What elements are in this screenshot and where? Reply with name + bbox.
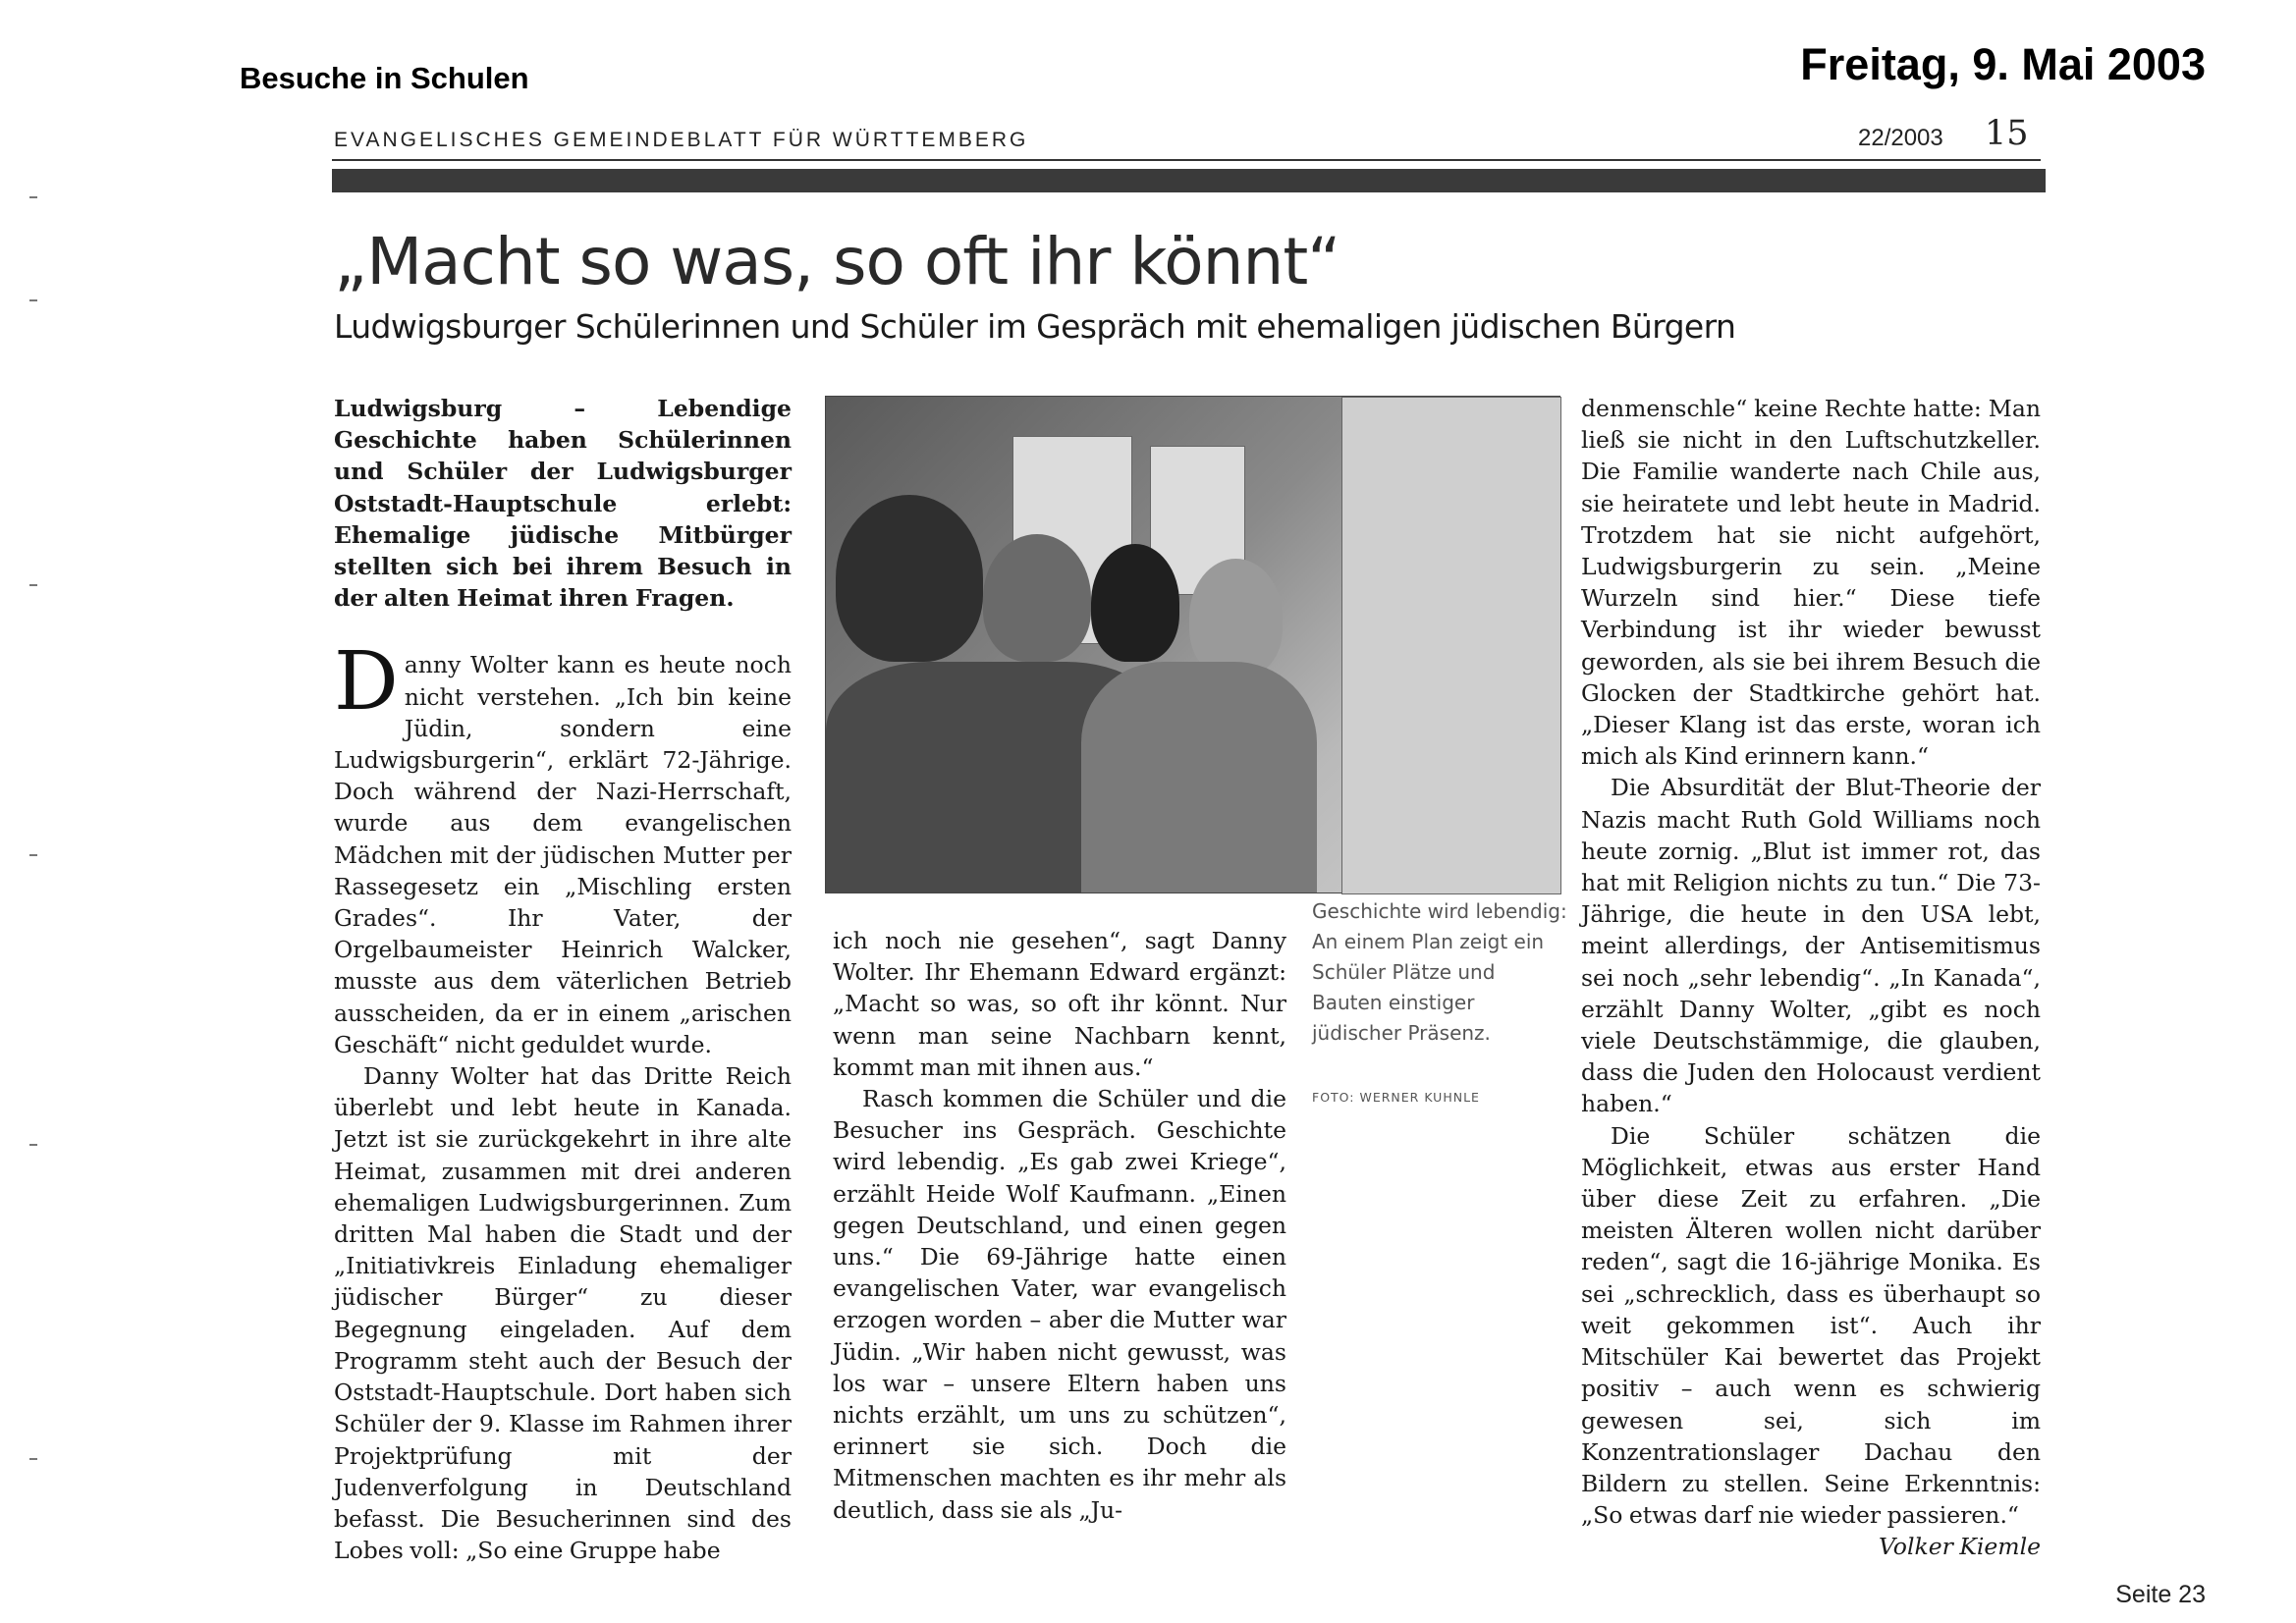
scan-margin-mark: [29, 584, 37, 586]
scan-margin-mark: [29, 854, 37, 856]
photo-credit: FOTO: WERNER KUHNLE: [1312, 1090, 1480, 1105]
photo-map-shape: [1341, 397, 1561, 894]
article-paragraph: Die Absurdität der Blut-Theorie der Nazis macht Ruth Gold Williams noch heute zornig. „Blut ist immer rot, das hat mit Religion nichts zu tun.“ Die 73-Jährige, die heute in den USA lebt, meint allerdings, der Antisemitismus sei noch „sehr lebendig“. „In Kanada“, erzählt Danny Wolter, „gibt es noch viele Deutschstämmige, die glauben, dass die Juden den Holocaust verdient haben.“: [1581, 774, 2041, 1118]
footer-page-label: Seite 23: [2115, 1581, 2206, 1608]
article-paragraph: [1581, 1120, 2041, 1561]
article-paragraph: Rasch kommen die Schüler und die Besucher ins Gespräch. Geschichte wird lebendig. „Es gab zwei Kriege“, erzählt Heide Wolf Kaufmann. „Einen gegen Deutschland, und einen gegen uns.“ Die 69-Jährige hatte einen evangelischen Vater, war evangelisch erzogen worden – aber die Mutter war Jüdin. „Wir haben nicht gewusst, was los war – unsere Eltern haben uns nichts erzählt, um uns zu schützen“, erinnert sie sich. Doch die Mitmenschen machten es ihr mehr als deutlich, dass sie als „Ju-: [833, 1085, 1286, 1524]
photo-person-shape: [1189, 559, 1283, 676]
header-rule-thick: [332, 169, 2046, 192]
article-column-3: [1581, 393, 2041, 1563]
article-column-2: [833, 925, 1286, 1526]
article-paragraph-text: Die Schüler schätzen die Möglichkeit, etwas aus erster Hand über diese Zeit zu erfahren. „Die meisten Älteren wollen nicht darüber reden“, sagt die 16-jährige Monika. Es sei „schrecklich, dass es überhaupt so weit gekommen ist“. Auch ihr Mitschüler Kai bewertet das Projekt positiv – auch wenn es schwierig gewesen sei, sich im Konzentrationslager Dachau den Bildern zu stellen. Seine Erkenntnis: „So etwas darf nie wieder passieren.“: [1581, 1121, 2041, 1530]
photo-person-shape: [983, 534, 1091, 662]
page-number: 15: [1985, 114, 2029, 153]
scan-margin-mark: [29, 299, 37, 301]
article-headline: „Macht so was, so oft ihr könnt“: [334, 224, 1340, 299]
photo-person-shape: [836, 495, 983, 662]
drop-cap: D: [334, 635, 399, 730]
photo-person-shape: [1081, 662, 1317, 893]
section-label: Besuche in Schulen: [240, 61, 529, 95]
article-lead: Ludwigsburg – Lebendige Geschichte haben Schülerinnen und Schüler der Ludwigsburger Oststadt-Hauptschule erlebt: Ehemalige jüdische Mitbürger stellten sich bei ihrem Besuch in der alten Heimat ihren Fragen.: [334, 395, 792, 613]
article-paragraph: [334, 635, 792, 1060]
article-author: Volker Kiemle: [1878, 1533, 2041, 1561]
scan-margin-mark: [29, 1144, 37, 1146]
issue-number: 22/2003: [1858, 125, 1943, 151]
issue-date: Freitag, 9. Mai 2003: [1800, 39, 2206, 89]
article-paragraph: Danny Wolter hat das Dritte Reich überlebt und lebt heute in Kanada. Jetzt ist sie zurückgekehrt in ihre alte Heimat, zusammen mit drei anderen ehemaligen Ludwigsburgerinnen. Zum dritten Mal haben die Stadt und der „Initiativkreis Einladung ehemaliger jüdischer Bürger“ zu dieser Begegnung eingeladen. Auf dem Programm steht auch der Besuch der Oststadt-Hauptschule. Dort haben sich Schüler der 9. Klasse im Rahmen ihrer Projektprüfung mit der Judenverfolgung in Deutschland befasst. Die Besucherinnen sind des Lobes voll: „So eine Gruppe habe: [334, 1062, 792, 1565]
article-paragraph: denmenschle“ keine Rechte hatte: Man ließ sie nicht in den Luftschutzkeller. Die Familie wanderte nach Chile aus, sie heiratete und lebt heute in Madrid. Trotzdem hat sie nicht aufgehört, Ludwigsburgerin zu sein. „Meine Wurzeln sind hier.“ Diese tiefe Verbindung ist ihr wieder bewusst geworden, als sie bei ihrem Besuch die Glocken der Stadtkirche gehört hat. „Dieser Klang ist das erste, woran ich mich als Kind erinnern kann.“: [1581, 395, 2041, 771]
scan-margin-mark: [29, 1458, 37, 1460]
article-paragraph-text: anny Wolter kann es heute noch nicht verstehen. „Ich bin keine Jüdin, sondern eine Ludwigsburgerin“, erklärt 72-Jährige. Doch während der Nazi-Herrschaft, wurde aus dem evangelischen Mädchen mit der jüdischen Mutter per Rassegesetz ein „Mischling ersten Grades“. Ihr Vater, der Orgelbaumeister Heinrich Walcker, musste aus dem väterlichen Betrieb ausscheiden, da er in einem „arischen Geschäft“ nicht geduldet wurde.: [334, 651, 792, 1058]
photo-person-shape: [1091, 544, 1179, 662]
article-paragraph: ich noch nie gesehen“, sagt Danny Wolter. Ihr Ehemann Edward ergänzt: „Macht so was, so oft ihr könnt. Nur wenn man seine Nachbarn kennt, kommt man mit ihnen aus.“: [833, 927, 1286, 1081]
article-photo: [825, 396, 1560, 893]
publication-name: EVANGELISCHES GEMEINDEBLATT FÜR WÜRTTEMBERG: [334, 129, 1029, 151]
header-rule-thin: [332, 159, 2041, 161]
scan-margin-mark: [29, 196, 37, 198]
photo-caption: Geschichte wird lebendig: An einem Plan zeigt ein Schüler Plätze und Bauten einstiger jüdischer Präsenz.: [1312, 899, 1567, 1045]
article-subheadline: Ludwigsburger Schülerinnen und Schüler im Gespräch mit ehemaligen jüdischen Bürgern: [334, 307, 1736, 346]
article-column-1: [334, 393, 792, 1566]
